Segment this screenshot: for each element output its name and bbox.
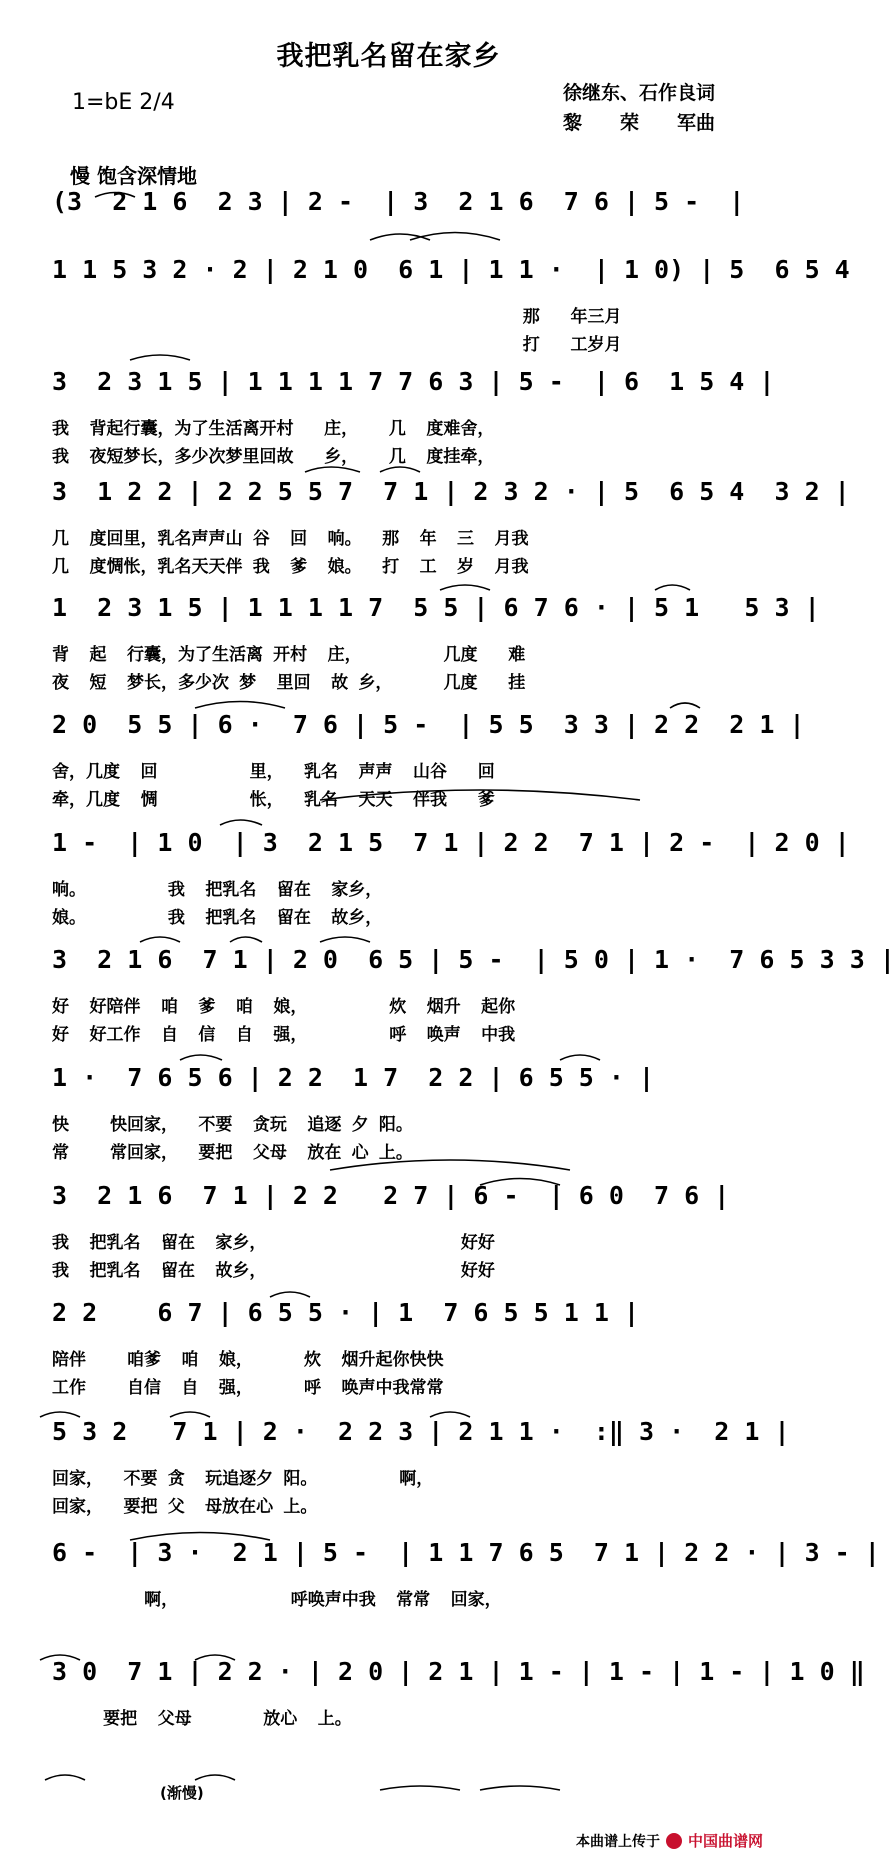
score-system <box>40 1293 740 1403</box>
notation-line: 5 3 2 7 1 | 2 · 2 2 3 | 2 1 1 · :‖ 3 · 2 1 | <box>52 1417 790 1446</box>
notation-line: 1 · 7 6 5 6 | 2 2 1 7 2 2 | 6 5 5 · | <box>52 1063 655 1092</box>
score-system <box>40 362 775 472</box>
lyric-line: 几 度惆怅，乳名天天伴 我 爹 娘。 打 工 岁 月我 <box>52 557 529 577</box>
key-signature: 1=bE 2/4 <box>72 90 175 115</box>
score-system <box>40 588 820 698</box>
score-system <box>40 1412 790 1522</box>
composer-credit: 黎 荣 军曲 <box>562 112 715 134</box>
notation-line: 3 1 2 2 | 2 2 5 5 7 7 1 | 2 3 2 · | 5 6 5 4 3 2 | <box>52 477 850 506</box>
lyric-line: 背 起 行囊，为了生活离 开村 庄， 几度 难 <box>52 645 526 665</box>
lyric-line: 打 工岁月 <box>52 335 622 355</box>
lyric-line: 陪伴 咱爹 咱 娘， 炊 烟升起你快快 <box>52 1350 444 1370</box>
notation-line: 6 - | 3 · 2 1 | 5 - | 1 1 7 6 5 7 1 | 2 2 · | 3 - | <box>52 1538 880 1567</box>
notation-line: 1 1 5 3 2 · 2 | 2 1 0 6 1 | 1 1 · | 1 0) | 5 6 5 4 <box>52 255 850 284</box>
lyric-line: 工作 自信 自 强， 呼 唤声中我常常 <box>52 1378 444 1398</box>
score-system <box>40 472 850 582</box>
credits <box>563 78 715 138</box>
notation-line: 3 2 1 6 7 1 | 2 0 6 5 | 5 - | 5 0 | 1 · 7 6 5 3 3 | <box>52 945 895 974</box>
lyric-line: 回家， 不要 贪 玩追逐夕 阳。 啊， <box>52 1469 434 1489</box>
lyric-line: 好 好陪伴 咱 爹 咱 娘， 炊 烟升 起你 <box>52 997 516 1017</box>
lyric-line: 啊， 呼唤声中我 常常 回家， <box>52 1590 502 1610</box>
lyric-line: 回家， 要把 父 母放在心 上。 <box>52 1497 318 1517</box>
score-system <box>40 940 895 1050</box>
lyric-line: 常 常回家， 要把 父母 放在 心 上。 <box>52 1143 413 1163</box>
lyric-line: 要把 父母 放心 上。 <box>52 1709 352 1729</box>
footer-credit <box>576 1830 763 1851</box>
notation-line: 2 2 6 7 | 6 5 5 · | 1 7 6 5 5 1 1 | <box>52 1298 639 1327</box>
notation-line: (3 2 1 6 2 3 | 2 - | 3 2 1 6 7 6 | 5 - | <box>52 187 745 216</box>
score-system <box>40 1058 740 1168</box>
notation-line: 3 2 3 1 5 | 1 1 1 1 7 7 6 3 | 5 - | 6 1 5 4 | <box>52 367 775 396</box>
score-system <box>40 1533 880 1643</box>
lyric-line: 夜 短 梦长，多少次 梦 里回 故 乡， 几度 挂 <box>52 673 526 693</box>
lyric-line: 娘。 我 把乳名 留在 故乡， <box>52 908 383 928</box>
site-logo-icon <box>666 1833 682 1849</box>
lyric-line: 舍，几度 回 里， 乳名 声声 山谷 回 <box>52 762 495 782</box>
lyric-line: 我 把乳名 留在 故乡， 好好 <box>52 1261 495 1281</box>
lyric-line: 几 度回里，乳名声声山 谷 回 响。 那 年 三 月我 <box>52 529 529 549</box>
rit-marking: (渐慢) <box>160 1784 204 1802</box>
notation-line: 3 2 1 6 7 1 | 2 2 2 7 | 6 - | 6 0 7 6 | <box>52 1181 730 1210</box>
song-title: 我把乳名留在家乡 <box>276 41 501 72</box>
lyric-line: 我 把乳名 留在 家乡， 好好 <box>52 1233 495 1253</box>
score-system <box>40 250 850 360</box>
tempo-marking: 慢 饱含深情地 <box>70 164 197 188</box>
lyric-line: 我 背起行囊，为了生活离开村 庄， 几 度难舍， <box>52 419 495 439</box>
footer-text: 本曲谱上传于 <box>575 1833 660 1850</box>
notation-line: 3 0 7 1 | 2 2 · | 2 0 | 2 1 | 1 - | 1 - | 1 - | 1 0 ‖ <box>52 1657 865 1686</box>
lyric-line: 响。 我 把乳名 留在 家乡， <box>52 880 383 900</box>
footer-site-name: 中国曲谱网 <box>687 1832 763 1850</box>
notation-line: 2 0 5 5 | 6 · 7 6 | 5 - | 5 5 3 3 | 2 2 2 1 | <box>52 710 805 739</box>
lyric-line: 好 好工作 自 信 自 强， 呼 唤声 中我 <box>52 1025 516 1045</box>
notation-line: 1 - | 1 0 | 3 2 1 5 7 1 | 2 2 7 1 | 2 - | 2 0 | <box>52 828 850 857</box>
lyric-line: 牵，几度 惆 怅， 乳名 天天 伴我 爹 <box>52 790 495 810</box>
score-system <box>40 823 850 933</box>
lyricist-credit: 徐继东、石作良词 <box>562 82 715 104</box>
score-system <box>40 1652 865 1762</box>
score-system <box>40 705 805 815</box>
score-system <box>40 1176 740 1286</box>
lyric-line: 快 快回家， 不要 贪玩 追逐 夕 阳。 <box>52 1115 413 1135</box>
lyric-line: 我 夜短梦长，多少次梦里回故 乡， 几 度挂牵， <box>52 447 495 467</box>
notation-line: 1 2 3 1 5 | 1 1 1 1 7 5 5 | 6 7 6 · | 5 1 5 3 | <box>52 593 820 622</box>
lyric-line: 那 年三月 <box>52 307 622 327</box>
